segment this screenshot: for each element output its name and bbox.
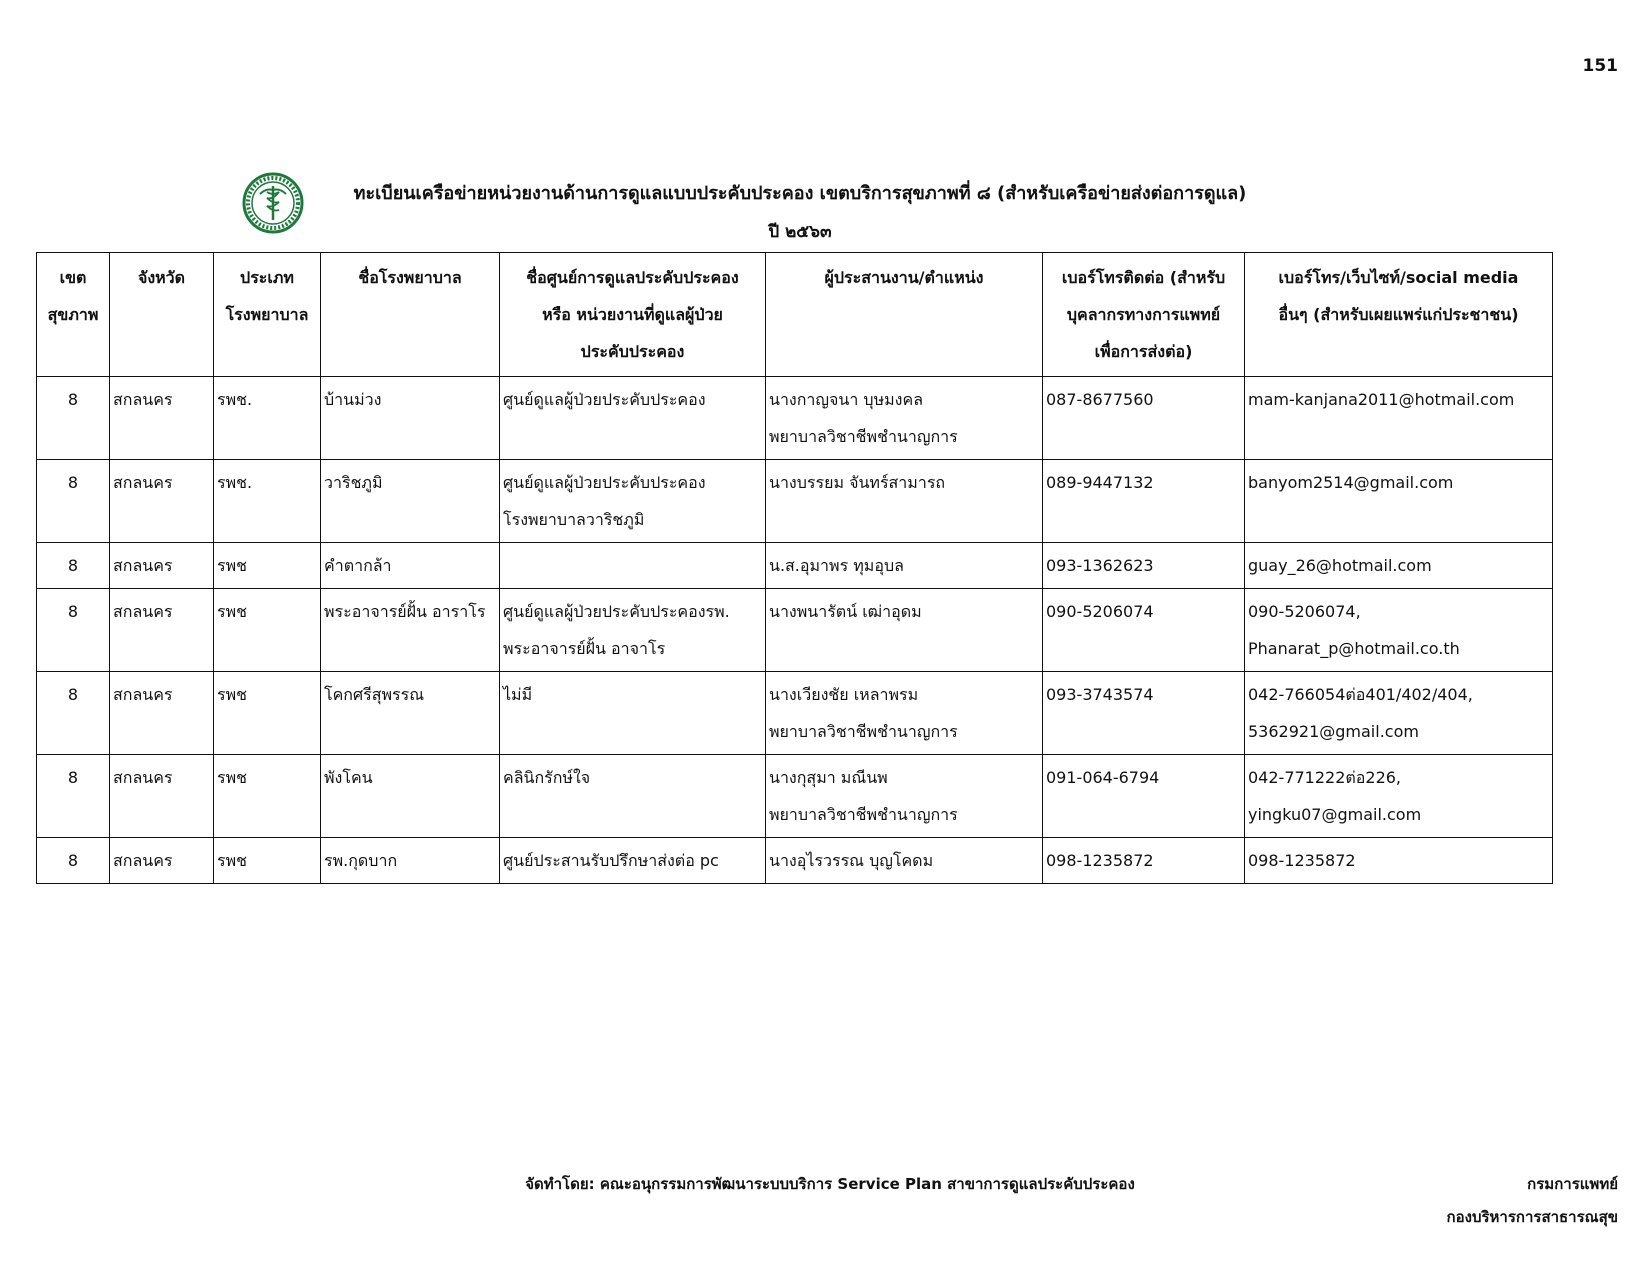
cell-coordinator [766, 838, 1043, 884]
cell-referral-phone: 098-1235872 [1043, 838, 1245, 884]
cell-care-center-line: โรงพยาบาลวาริชภูมิ [503, 510, 645, 529]
cell-care-center-line: ศูนย์ดูแลผู้ป่วยประคับประคอง [503, 390, 706, 409]
cell-province: สกลนคร [110, 543, 214, 589]
cell-care-center [500, 755, 766, 838]
footer-division: กองบริหารการสาธารณสุข [1446, 1208, 1618, 1226]
cell-coordinator-line: พยาบาลวิชาชีพชำนาญการ [769, 805, 958, 824]
cell-province: สกลนคร [110, 377, 214, 460]
table-row [37, 589, 1553, 672]
cell-referral-phone: 093-3743574 [1043, 672, 1245, 755]
header-text-line: ผู้ประสานงาน/ตำแหน่ง [824, 268, 984, 287]
page-number: 151 [1582, 56, 1618, 76]
header-text-line: เพื่อการส่งต่อ) [1094, 342, 1193, 361]
cell-coordinator-line: นางอุไรวรรณ บุญโคดม [769, 851, 934, 870]
cell-public-contact [1245, 377, 1553, 460]
cell-coordinator-line: นางกุสุมา มณีนพ [769, 768, 888, 787]
cell-coordinator-line: พยาบาลวิชาชีพชำนาญการ [769, 427, 958, 446]
header-province [110, 253, 214, 377]
cell-hospital-name: พระอาจารย์ฝั้น อาราโร [321, 589, 500, 672]
cell-hospital-type: รพช. [214, 377, 321, 460]
cell-public-contact-line: guay_26@hotmail.com [1248, 556, 1432, 575]
header-public-contact [1245, 253, 1553, 377]
cell-province: สกลนคร [110, 460, 214, 543]
cell-coordinator-line: พยาบาลวิชาชีพชำนาญการ [769, 722, 958, 741]
header-text-line: เบอร์โทร/เว็บไซท์/social media [1278, 268, 1519, 287]
cell-coordinator-line: นางเวียงชัย เหลาพรม [769, 685, 919, 704]
cell-care-center [500, 543, 766, 589]
cell-public-contact-line: 5362921@gmail.com [1248, 722, 1419, 741]
cell-public-contact-line: Phanarat_p@hotmail.co.th [1248, 639, 1460, 658]
table-row [37, 755, 1553, 838]
header-text-line: ชื่อศูนย์การดูแลประคับประคอง [526, 268, 739, 287]
cell-coordinator [766, 377, 1043, 460]
cell-coordinator-line: นางพนารัตน์ เฒ่าอุดม [769, 602, 922, 621]
cell-care-center-line: ไม่มี [503, 685, 533, 704]
header-text-line: จังหวัด [137, 268, 186, 287]
registry-table [36, 252, 1553, 884]
header-text-line: ประคับประคอง [580, 342, 685, 361]
footer-prepared-by: จัดทำโดย: คณะอนุกรรมการพัฒนาระบบบริการ Service Plan สาขาการดูแลประคับประคอง [525, 1175, 1135, 1193]
cell-care-center-line: ศูนย์ดูแลผู้ป่วยประคับประคองรพ. [503, 602, 730, 621]
cell-public-contact-line: 042-771222ต่อ226, [1248, 768, 1402, 787]
header-text-line: หรือ หน่วยงานที่ดูแลผู้ป่วย [542, 305, 723, 324]
cell-public-contact-line: 042-766054ต่อ401/402/404, [1248, 685, 1473, 704]
cell-hospital-name: รพ.กุดบาก [321, 838, 500, 884]
cell-hospital-type: รพช [214, 838, 321, 884]
header-text-line: อื่นๆ (สำหรับเผยแพร่แก่ประชาชน) [1278, 305, 1519, 324]
cell-hospital-type: รพช [214, 672, 321, 755]
cell-coordinator-line: น.ส.อุมาพร ทุมอุบล [769, 556, 904, 575]
table-header-row [37, 253, 1553, 377]
table-row [37, 838, 1553, 884]
cell-public-contact [1245, 589, 1553, 672]
table-row [37, 377, 1553, 460]
ministry-seal-icon [238, 172, 308, 234]
cell-hospital-name: พังโคน [321, 755, 500, 838]
cell-public-contact-line: yingku07@gmail.com [1248, 805, 1422, 824]
cell-public-contact [1245, 460, 1553, 543]
header-text-line: เขต [59, 268, 87, 287]
cell-coordinator [766, 460, 1043, 543]
header-hospital-type [214, 253, 321, 377]
cell-public-contact [1245, 838, 1553, 884]
cell-care-center [500, 377, 766, 460]
cell-coordinator [766, 589, 1043, 672]
cell-province: สกลนคร [110, 672, 214, 755]
cell-coordinator [766, 755, 1043, 838]
cell-public-contact-line: 090-5206074, [1248, 602, 1361, 621]
cell-referral-phone: 090-5206074 [1043, 589, 1245, 672]
cell-hospital-name: โคกศรีสุพรรณ [321, 672, 500, 755]
document-title: ทะเบียนเครือข่ายหน่วยงานด้านการดูแลแบบประคับประคอง เขตบริการสุขภาพที่ ๘ (สำหรับเครือข่ายส่งต่อการดูแล) [353, 183, 1247, 204]
header-text-line: ชื่อโรงพยาบาล [358, 268, 462, 287]
cell-hospital-type: รพช [214, 543, 321, 589]
cell-care-center-line: ศูนย์ประสานรับปรึกษาส่งต่อ pc [503, 851, 719, 870]
cell-coordinator [766, 672, 1043, 755]
cell-hospital-type: รพช [214, 755, 321, 838]
header-hospital-name [321, 253, 500, 377]
cell-care-center-line: คลินิกรักษ์ใจ [503, 768, 591, 787]
cell-care-center [500, 838, 766, 884]
footer-department: กรมการแพทย์ [1527, 1175, 1618, 1193]
cell-region: 8 [37, 838, 110, 884]
cell-coordinator-line: นางบรรยม จันทร์สามารถ [769, 473, 946, 492]
cell-hospital-name: บ้านม่วง [321, 377, 500, 460]
header-text-line: ประเภท [240, 268, 294, 287]
cell-referral-phone: 091-064-6794 [1043, 755, 1245, 838]
cell-care-center [500, 589, 766, 672]
cell-region: 8 [37, 672, 110, 755]
header-referral-phone [1043, 253, 1245, 377]
header-coordinator [766, 253, 1043, 377]
cell-public-contact-line: mam-kanjana2011@hotmail.com [1248, 390, 1515, 409]
cell-public-contact-line: banyom2514@gmail.com [1248, 473, 1454, 492]
header-care-center [500, 253, 766, 377]
cell-care-center [500, 672, 766, 755]
cell-hospital-type: รพช. [214, 460, 321, 543]
cell-province: สกลนคร [110, 589, 214, 672]
cell-referral-phone: 093-1362623 [1043, 543, 1245, 589]
header-text-line: สุขภาพ [47, 305, 99, 324]
cell-hospital-type: รพช [214, 589, 321, 672]
cell-province: สกลนคร [110, 838, 214, 884]
cell-region: 8 [37, 755, 110, 838]
cell-public-contact [1245, 755, 1553, 838]
cell-public-contact-line: 098-1235872 [1248, 851, 1356, 870]
cell-coordinator [766, 543, 1043, 589]
cell-region: 8 [37, 377, 110, 460]
cell-public-contact [1245, 543, 1553, 589]
cell-public-contact [1245, 672, 1553, 755]
cell-referral-phone: 087-8677560 [1043, 377, 1245, 460]
header-text-line: เบอร์โทรติดต่อ (สำหรับ [1061, 268, 1226, 287]
cell-referral-phone: 089-9447132 [1043, 460, 1245, 543]
cell-care-center [500, 460, 766, 543]
document-year: ปี ๒๕๖๓ [768, 222, 832, 242]
cell-hospital-name: คำตากล้า [321, 543, 500, 589]
table-row [37, 672, 1553, 755]
cell-coordinator-line: นางกาญจนา บุษมงคล [769, 390, 923, 409]
cell-province: สกลนคร [110, 755, 214, 838]
header-text-line: บุคลากรทางการแพทย์ [1066, 305, 1221, 324]
table-body [37, 377, 1553, 884]
table-row [37, 460, 1553, 543]
header-region [37, 253, 110, 377]
cell-hospital-name: วาริชภูมิ [321, 460, 500, 543]
table-row [37, 543, 1553, 589]
cell-care-center-line: พระอาจารย์ฝั้น อาจาโร [503, 639, 666, 658]
cell-region: 8 [37, 543, 110, 589]
cell-region: 8 [37, 589, 110, 672]
header-text-line: โรงพยาบาล [225, 305, 309, 324]
cell-region: 8 [37, 460, 110, 543]
cell-care-center-line: ศูนย์ดูแลผู้ป่วยประคับประคอง [503, 473, 706, 492]
